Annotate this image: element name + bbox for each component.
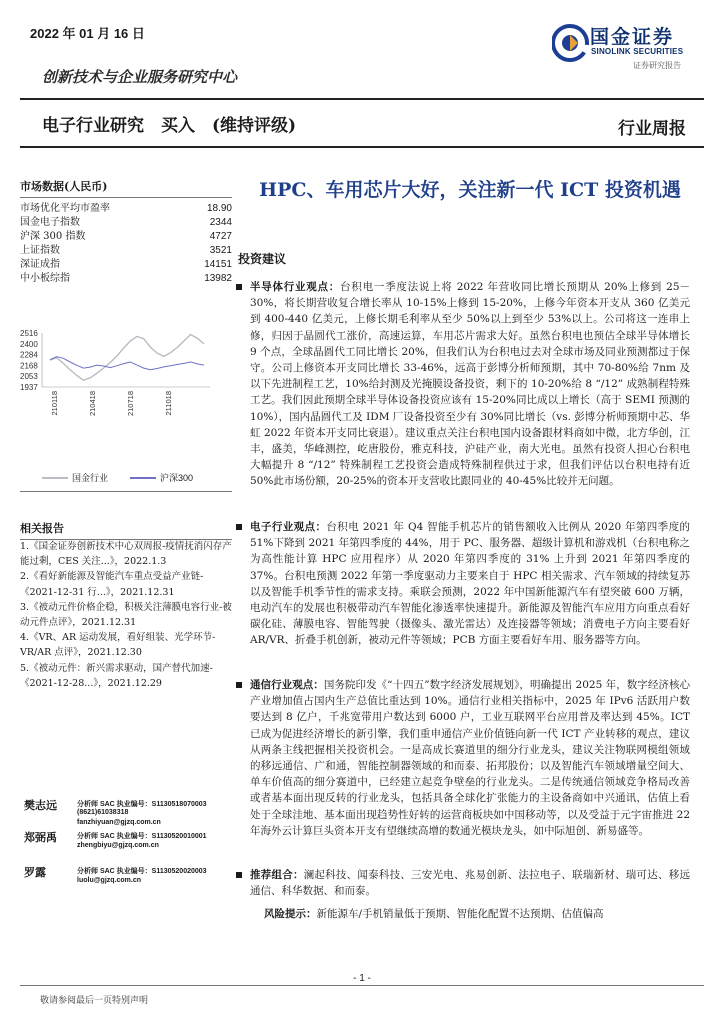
page-number: - 1 -: [353, 973, 371, 984]
paragraph-text: 台积电一季度法说上将 2022 年营收同比增长预期从 20%上修到 25－30%，将长期营收复合增长率从 10-15%上修到 15-20%，上修今年资本开支从 360 亿美元到 400-440 亿美元，上修长期毛利率从至少 50%以上到至少 53%以上。公司将这一连串上修，归因于晶圆代工涨价，高速运算，车用芯片需求大好。虽然台积电也预估全球半导体增长 9 个点，全球晶圆代工同比增长 20%，但我们认为台积电过去对全球市场及同业预测都过于保守。公司上修资本开支同比增长 33-46%，远高于彭博分析师预期，其中 70-80%给 7nm 及以下先进制程工艺，10%给封测及光掩膜设备投资，剩下的 10-20%给 8 “/12” 成熟制程特殊工艺。我们因此预期全球半导体设备投资应该有 15-20%同比成以上增长（高于 SEMI 预测的 10%），国内晶圆代工及 IDM 厂设备投资至少有 30%同比增长（vs. 彭博分析师预期中芯、华虹 2022 年资本开支同比衰退）。建议重点关注台积电国内设备跟材料商如中微，北方华创，江丰，盛美，华峰测控，屹唐股份，雅克科技，沪硅产业，南大光电。虽然有投资人担心台积电大幅提升 8 “/12” 特殊制程工艺投资会造成特殊制程供过于求，但我们评估以台积电持有近 50%此市场份额，20-25%的资本开支营收比跟同业的 40-45%比较并无问题。: [250, 281, 691, 488]
logo-english-name: SINOLINK SECURITIES: [591, 47, 684, 56]
risk-label: 风险提示：: [264, 908, 317, 920]
y-tick-label: 2400: [20, 339, 38, 349]
market-row: 中小板综指 13982: [20, 272, 232, 284]
related-report-item[interactable]: 1.《国金证券创新技术中心双周报-疫情抚消闪存产能过剩，CES 关注...》，2022.1.3: [20, 541, 232, 568]
telecom-paragraph: [250, 677, 690, 839]
x-tick-label: 211018: [164, 391, 173, 416]
related-reports-heading: 相关报告: [20, 520, 232, 540]
y-tick-label: 2284: [20, 350, 38, 360]
analyst-card: [20, 829, 232, 859]
y-tick-label: 2516: [20, 329, 38, 338]
market-row: 沪深 300 指数 4727: [20, 230, 232, 242]
market-row: 深证成指 14151: [20, 258, 232, 270]
report-type: 行业周报: [618, 119, 686, 139]
chart-bottom-rule: [20, 491, 232, 492]
related-reports-list: [20, 539, 232, 691]
analyst-phone: (8621)61038318: [77, 809, 129, 816]
analyst-name: 罗露: [24, 866, 46, 879]
paragraph-label: 电子行业观点：: [250, 521, 327, 533]
report-title: HPC、车用芯片大好，关注新一代 ICT 投资机遇: [259, 179, 681, 201]
recommendation-paragraph: [250, 867, 690, 899]
semiconductor-paragraph: [250, 279, 690, 490]
bullet-icon: [236, 524, 242, 530]
related-report-item[interactable]: 3.《被动元件价格企稳，积极关注薄膜电容行业-被动元件点评》，2021.12.31: [20, 601, 232, 629]
legend-label-industry: 国金行业: [72, 473, 109, 483]
x-tick-label: 210418: [88, 391, 97, 417]
related-report-item[interactable]: 4.《VR、AR 运动发展，看好组装、光学环节-VR/AR 点评》，2021.12.30: [20, 632, 216, 659]
risk-warning: [264, 906, 694, 922]
report-tag: 证券研究报告: [633, 61, 681, 70]
analyst-cert: 分析师 SAC 执业编号：S1130518070003: [77, 801, 207, 808]
footer-disclaimer: 敬请参阅最后一页特别声明: [40, 996, 149, 1006]
electronics-paragraph: [250, 519, 690, 649]
footer-rule: [20, 985, 704, 986]
chart-legend: [30, 471, 230, 485]
y-tick-label: 1937: [20, 383, 38, 392]
industry-rating-line: 电子行业研究 买入 (维持评级): [42, 116, 297, 136]
paragraph-label: 推荐组合：: [250, 869, 304, 881]
logo-name: 国金证券: [590, 26, 675, 48]
risk-text: 新能源车/手机销量低于预期、智能化配置不达预期、估值偏高: [316, 908, 604, 920]
x-tick-label: 210118: [50, 391, 59, 416]
y-tick-label: 2053: [20, 372, 38, 382]
market-data-heading: 市场数据(人民币): [20, 178, 232, 198]
paragraph-text: 国务院印发《“十四五”数字经济发展规划》，明确提出 2025 年，数字经济核心产业增加值占国内生产总值比重达到 10%。通信行业相关指标中，2025 年 IPv6 活跃用户数要达到 8 亿户，千兆宽带用户数达到 6000 户，工业互联网平台应用普及率达到 45%。ICT 已成为促进经济增长的新引擎，我们重申通信产业价值链向新一代 ICT 产业转移的观点，建议从两条主线把握相关投资机会。一是高成长赛道里的细分行业龙头，建议关注物联网模组领域的移远通信、广和通，智能控制器领域的和而泰、拓邦股份；以及智能汽车领域增量空间大、单车价值高的细分赛道中，已经建立起竞争壁垒的行业龙头。二是传统通信领域竞争格局改善或者基本面出现反转的行业龙头，包括具备全球化扩张能力的主设备商如中兴通讯，估值上看处于全球洼地、基本面出现趋势性好转的运营商板块如中国移动等，以及受益于元宇宙推进 22 年海外云计算巨头资本开支有望继续高增的数通光模块龙头，如中际旭创、新易盛等。: [250, 679, 691, 837]
analyst-cert: 分析师 SAC 执业编号：S1130520020003: [77, 868, 207, 875]
market-data-panel: [20, 178, 232, 285]
market-row: 国金电子指数 2344: [20, 216, 232, 228]
analyst-name: 郑弼禹: [24, 831, 57, 844]
legend-swatch-hs300: [130, 477, 156, 479]
analyst-email[interactable]: luolu@gjzq.com.cn: [77, 877, 141, 884]
analyst-name: 樊志远: [24, 799, 57, 812]
paragraph-text: 台积电 2021 年 Q4 智能手机芯片的销售额收入比例从 2020 年第四季度的 51%下降到 2021 年第四季度的 44%，用于 PC、服务器、超级计算机和游戏机（台积电称之为高性能计算 HPC 应用程序）从 2020 年第四季度的 31% 上升到 2021 年第四季度的 37%。台积电预测 2022 年第一季度驱动力主要来自于 HPC 相关需求、汽车领域的持续复苏以及智能手机季节性的需求支持。乘联会预测，2022 年中国新能源汽车有望突破 600 万辆，电动汽车的发展也积极带动汽车智能化渗透率快速提升。新能源及智能汽车应用方向重点看好碳化硅、薄膜电容、智能驾驶（摄像头、激光雷达）及连接器等领域；消费电子方向主要看好 AR/VR、折叠手机创新，被动元件等领域；PCB 方面主要看好车用、服务器等方向。: [250, 521, 690, 647]
related-report-item[interactable]: 5.《被动元件：新兴需求驱动，国产替代加速-《2021-12-28...》，2021.12.29: [20, 662, 213, 689]
paragraph-text: 澜起科技、闻泰科技、三安光电、兆易创新、法拉电子、联瑞新材、瑞可达、移远通信、科华数据、和而泰。: [250, 869, 690, 898]
series-line-hs300: [50, 357, 204, 370]
bullet-icon: [236, 682, 242, 688]
analyst-card: [20, 864, 232, 894]
report-date: 2022 年 01 月 16 日: [30, 26, 145, 41]
market-row: 市场优化平均市盈率 18.90: [20, 203, 232, 214]
y-tick-label: 2168: [20, 361, 38, 371]
investment-heading: 投资建议: [238, 252, 287, 266]
paragraph-label: 半导体行业观点：: [250, 281, 341, 293]
analyst-email[interactable]: zhengbiyu@gjzq.com.cn: [77, 842, 159, 849]
research-center: 创新技术与企业服务研究中心: [42, 68, 238, 86]
header-rule-top: [20, 98, 704, 100]
legend-label-hs300: 沪深300: [160, 473, 194, 483]
related-report-item[interactable]: 2.《看好新能源及智能汽车重点受益产业链-《2021-12-31 行...》，2021.12.31: [20, 571, 204, 598]
bullet-icon: [236, 872, 242, 878]
paragraph-label: 通信行业观点：: [250, 679, 324, 691]
bullet-icon: [236, 284, 242, 290]
header-rule-bottom: [20, 146, 704, 148]
x-tick-label: 210718: [126, 391, 135, 417]
market-row: 上证指数 3521: [20, 244, 232, 256]
analyst-email[interactable]: fanzhiyuan@gjzq.com.cn: [77, 819, 161, 826]
analyst-cert: 分析师 SAC 执业编号：S1130520010001: [77, 833, 207, 840]
index-line-chart: [20, 327, 232, 467]
series-line-industry: [50, 335, 204, 381]
legend-swatch-industry: [42, 477, 68, 479]
